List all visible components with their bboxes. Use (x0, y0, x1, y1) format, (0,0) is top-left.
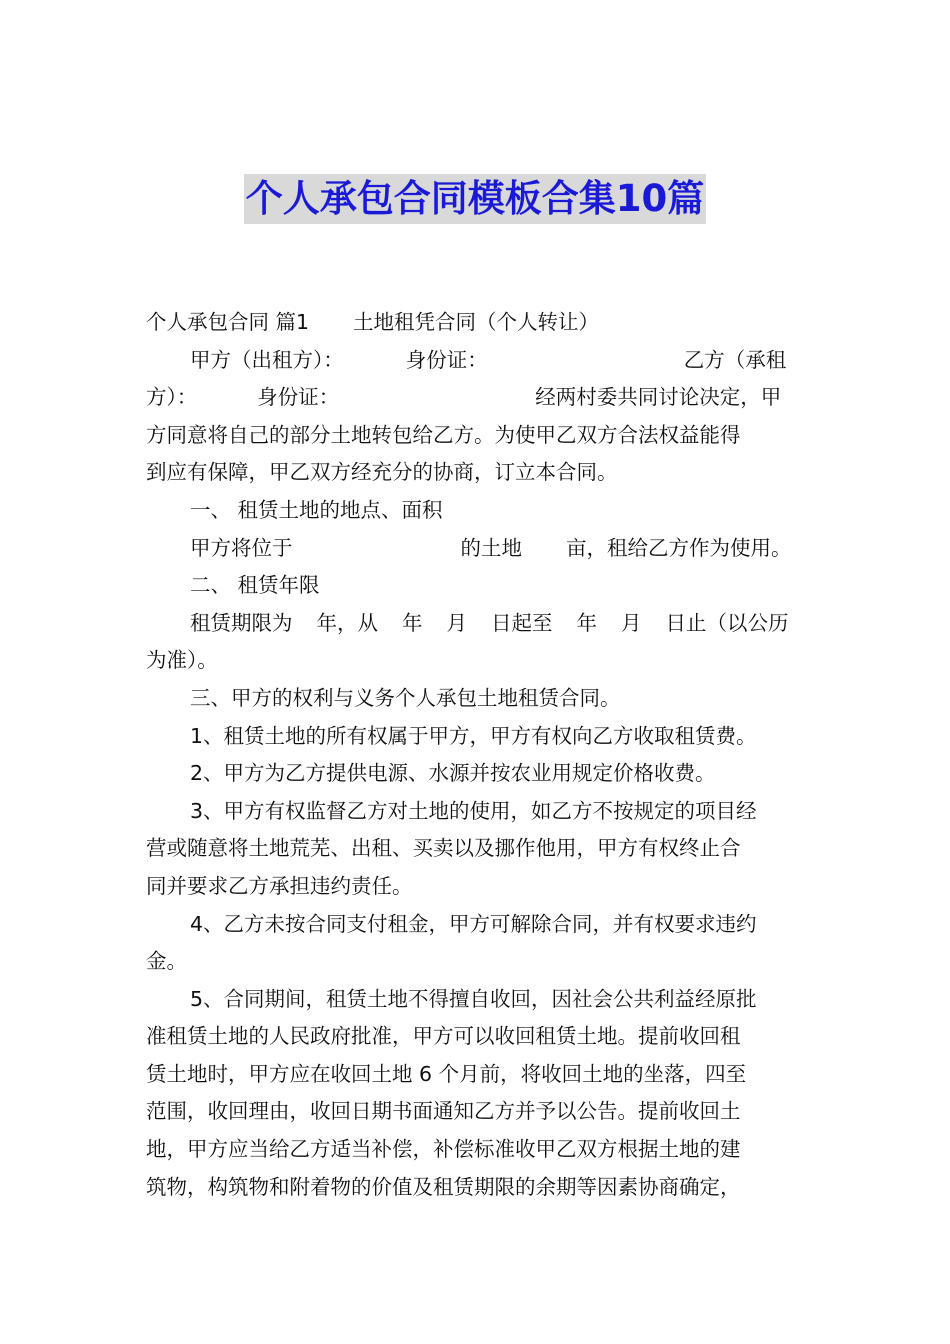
section-3-item-5-cont: 筑物，构筑物和附着物的价值及租赁期限的余期等因素协商确定， (146, 1174, 741, 1199)
document-body (146, 304, 808, 1206)
document-title: 个人承包合同模板合集10篇 (244, 174, 707, 224)
parties-line-1 (146, 342, 808, 380)
section-3-item-5-cont: 范围，收回理由，收回日期书面通知乙方并予以公告。提前收回土 (146, 1099, 741, 1124)
contract-heading (146, 304, 808, 342)
document-title-wrap (0, 174, 950, 224)
section-3-item-5-cont: 赁土地时，甲方应在收回土地 6 个月前，将收回土地的坐落，四至 (146, 1061, 747, 1086)
lessor-label: 甲方（出租方）： (190, 347, 344, 372)
section-3-item-2: 2、甲方为乙方提供电源、水源并按农业用规定价格收费。 (190, 761, 716, 786)
intro-text-2: 方同意将自己的部分土地转包给乙方。为使甲乙双方合法权益能得 (146, 422, 741, 447)
section-3-item-5: 5、合同期间，租赁土地不得擅自收回，因社会公共利益经原批 (190, 986, 757, 1011)
id-label-2: 身份证： (257, 385, 340, 410)
lessee-label: 乙方（承租 (683, 347, 787, 372)
section-3-item-4: 4、乙方未按合同支付租金，甲方可解除合同，并有权要求违约 (190, 911, 757, 936)
section-3-heading: 三、甲方的权利与义务个人承包土地租赁合同。 (190, 685, 621, 710)
contract-number: 个人承包合同 篇1 (146, 310, 310, 334)
section-1-heading: 一、 租赁土地的地点、面积 (190, 497, 443, 522)
id-label-1: 身份证： (405, 347, 488, 372)
section-3-item-3-cont: 同并要求乙方承担违约责任。 (146, 873, 413, 898)
section-3-item-5-cont: 地，甲方应当给乙方适当补偿，补偿标准收甲乙双方根据土地的建 (146, 1137, 741, 1162)
section-1-text: 甲方将位于 的土地 亩，租给乙方作为使用。 (190, 535, 792, 560)
section-2-text-cont: 为准）。 (146, 648, 218, 673)
parties-line-2 (146, 379, 808, 417)
contract-subtitle: 土地租凭合同（个人转让） (353, 310, 600, 334)
section-3-item-3: 3、甲方有权监督乙方对土地的使用，如乙方不按规定的项目经 (190, 798, 757, 823)
section-3-item-4-cont: 金。 (146, 949, 187, 974)
section-3-item-3-cont: 营或随意将土地荒芜、出租、买卖以及挪作他用，甲方有权终止合 (146, 836, 741, 861)
section-3-item-5-cont: 准租赁土地的人民政府批准，甲方可以收回租赁土地。提前收回租 (146, 1024, 741, 1049)
section-2-heading: 二、 租赁年限 (190, 573, 320, 598)
lessee-label-cont: 方）： (146, 385, 198, 410)
intro-text-1: 经两村委共同讨论决定，甲 (535, 385, 782, 410)
section-2-text: 租赁期限为 年，从 年 月 日起至 年 月 日止（以公历 (190, 610, 789, 635)
section-3-item-1: 1、租赁土地的所有权属于甲方，甲方有权向乙方收取租赁费。 (190, 723, 757, 748)
intro-text-3: 到应有保障，甲乙双方经充分的协商，订立本合同。 (146, 460, 618, 485)
